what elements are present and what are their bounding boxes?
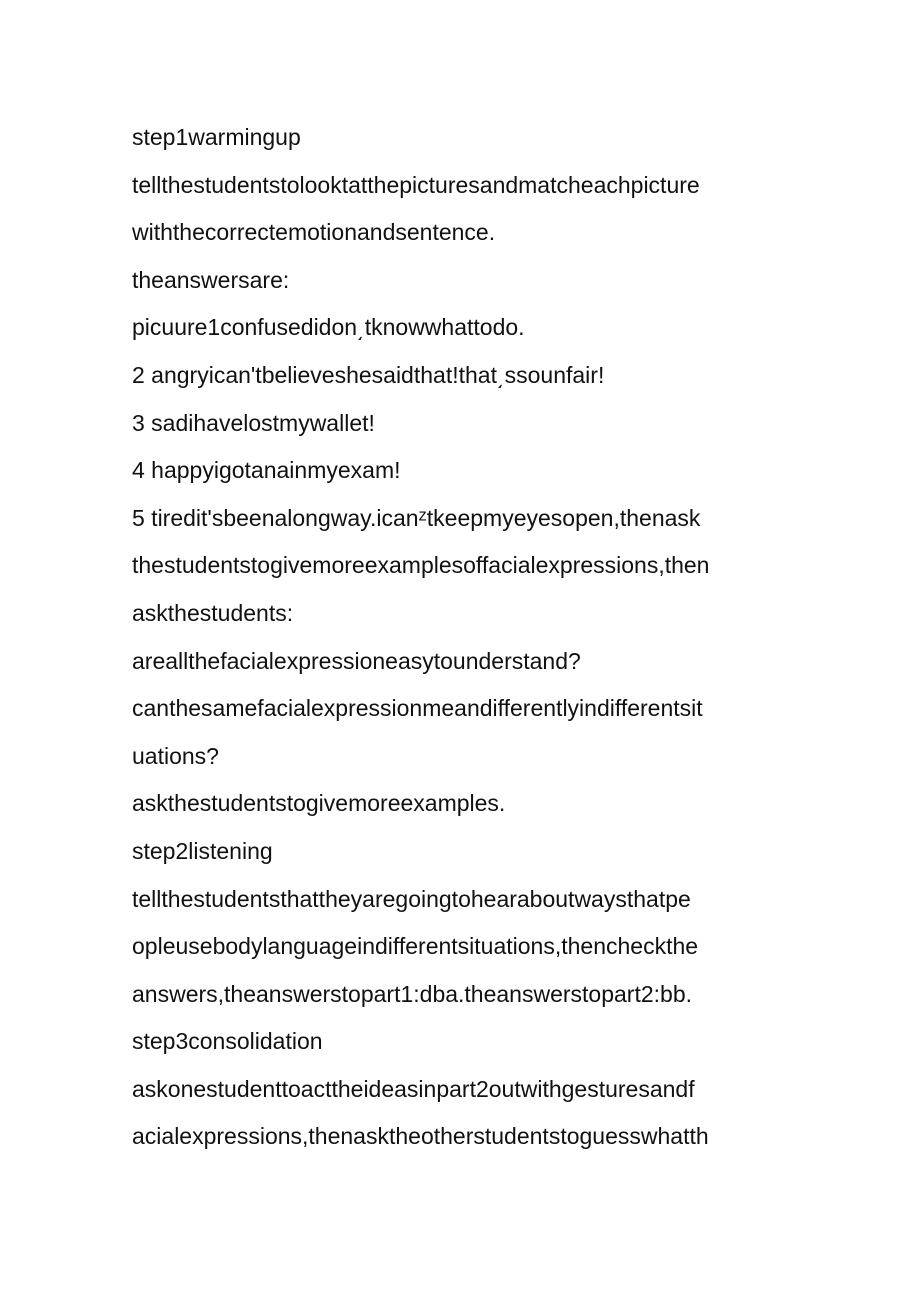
- text-line: step2listening: [132, 837, 273, 864]
- text-line: tellthestudentstolooktatthepicturesandmatcheachpicture: [132, 171, 700, 198]
- text-line: thestudentstogivemoreexamplesoffacialexpressions,then: [132, 552, 710, 579]
- text-line: acialexpressions,thenasktheotherstudentstoguesswhatth: [132, 1123, 709, 1150]
- text-line: step3consolidation: [132, 1028, 323, 1055]
- text-line: 5 tiredit'sbeenalongway.icanᶻtkeepmyeyesopen,thenask: [132, 504, 701, 531]
- text-line: withthecorrectemotionandsentence.: [132, 219, 496, 246]
- text-line: areallthefacialexpressioneasytounderstand?: [132, 647, 581, 674]
- text-line: tellthestudentsthattheyaregoingtohearaboutwaysthatpe: [132, 885, 691, 912]
- text-line: step1warmingup: [132, 124, 301, 150]
- text-line: askthestudents:: [132, 599, 294, 626]
- text-line: uations?: [132, 742, 219, 769]
- text-line: theanswersare:: [132, 266, 290, 293]
- body-text: [132, 118, 792, 1165]
- text-line: 3 sadihavelostmywallet!: [132, 409, 375, 436]
- text-line: canthesamefacialexpressionmeandifferentlyindifferentsit: [132, 695, 703, 722]
- text-line: answers,theanswerstopart1:dba.theanswerstopart2:bb.: [132, 980, 692, 1007]
- text-line: askthestudentstogivemoreexamples.: [132, 790, 506, 817]
- text-line: askonestudenttoacttheideasinpart2outwithgesturesandf: [132, 1075, 695, 1102]
- text-line: picuure1confusedidon͵tknowwhattodo.: [132, 314, 525, 341]
- text-line: 4 happyigotanainmyexam!: [132, 457, 401, 484]
- text-line: 2 angryican'tbelieveshesaidthat!that͵ssounfair!: [132, 361, 605, 388]
- text-line: opleusebodylanguageindifferentsituations,thencheckthe: [132, 933, 699, 960]
